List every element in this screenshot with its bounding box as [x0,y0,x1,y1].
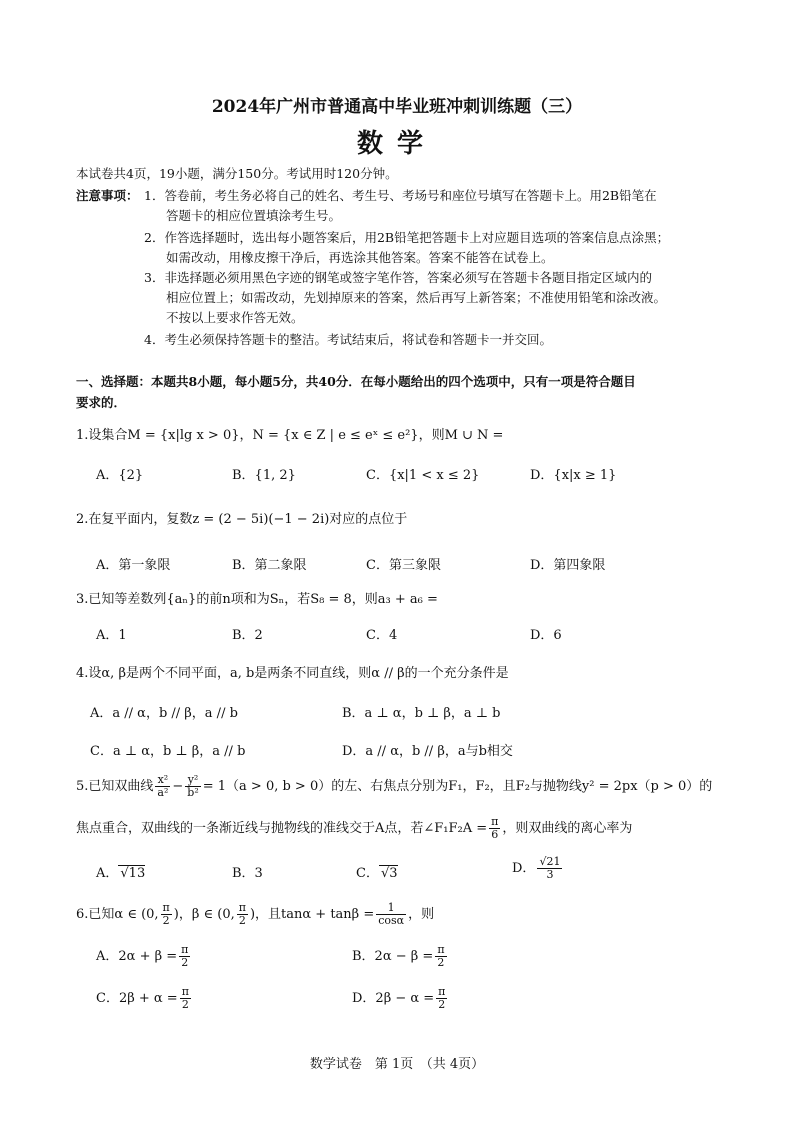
q6-rhs-fraction [376,902,406,927]
q5-frac-x-num: x² [155,774,170,787]
q2-option-a: A．第一象限 [96,558,171,573]
q6-option-b-num: π [437,943,445,956]
q6-alpha-range-fraction [161,902,172,927]
q6-option-a-fraction [179,944,190,969]
q5-angle-num: π [491,815,499,828]
q6-option-d-fraction [436,986,447,1011]
question-5-stem-line-1 [76,774,712,799]
q6-beta-num: π [238,901,246,914]
q5-stem-suffix: = 1（a > 0, b > 0）的左、右焦点分别为F₁，F₂，且F₂与抛物线y² = 2px（p > 0）的 [202,779,713,794]
exam-intro: 本试卷共4页，19小题，满分150分。考试用时120分钟。 [76,166,398,181]
q3-option-d: D．6 [530,628,562,643]
q5-frac-y-num: y² [185,774,200,787]
question-6-stem [76,902,434,927]
q6-stem-part-3: )，且tanα + tanβ = [249,907,375,922]
q5-stem2-prefix: 焦点重合，双曲线的一条渐近线与抛物线的准线交于A点，若∠F₁F₂A = [76,821,488,836]
question-2-stem: 2.在复平面内，复数z = (2 − 5i)(−1 − 2i)对应的点位于 [76,512,408,527]
q5-option-c-label: C． [356,866,379,881]
q6-option-d [352,986,449,1011]
q6-stem-part-4: ，则 [408,907,435,922]
note-2-line-1: 2．作答选择题时，选出每小题答案后，用2B铅笔把答题卡上对应题目选项的答案信息点涂黑； [144,230,670,245]
q6-option-c [96,986,193,1011]
note-1-line-2: 答题卡的相应位置填涂考生号。 [166,208,342,223]
question-3-stem: 3.已知等差数列{aₙ}的前n项和为Sₙ，若S₈ = 8，则a₃ + a₆ = [76,592,438,607]
note-3-line-1: 3．非选择题必须用黑色字迹的钢笔或签字笔作答，答案必须写在答题卡各题目指定区域内的 [144,270,652,285]
q2-option-b: B．第二象限 [232,558,307,573]
q5-stem2-suffix: ，则双曲线的离心率为 [502,821,633,836]
q6-option-b-den: 2 [437,956,445,969]
q5-option-a-label: A． [96,866,119,881]
notes-label: 注意事项： [76,188,139,203]
q6-rhs-num: 1 [376,902,406,915]
q6-rhs-den: cosα [378,914,405,927]
note-4-line-1: 4．考生必须保持答题卡的整洁。考试结束后，将试卷和答题卡一并交回。 [144,332,552,347]
q5-option-c [356,862,398,881]
q5-option-a-value: √13 [120,866,146,881]
q6-option-b [352,944,449,969]
q5-angle-den: 6 [491,828,499,841]
q6-option-a [96,944,192,969]
q6-option-d-label: D．2β − α = [352,991,435,1006]
note-1-line-1: 1．答卷前，考生务必将自己的姓名、考生号、考场号和座位号填写在答题卡上。用2B铅笔在 [144,188,657,203]
q4-option-a: A．a // α，b // β，a // b [90,706,238,721]
note-2-line-2: 如需改动，用橡皮擦干净后，再选涂其他答案。答案不能答在试卷上。 [166,250,554,265]
q3-option-b: B．2 [232,628,263,643]
q5-option-d-num: √21 [539,855,561,868]
q6-option-c-num: π [181,985,189,998]
q6-beta-range-fraction [237,902,248,927]
q4-option-b: B．a ⊥ α，b ⊥ β，a ⊥ b [342,706,501,721]
q5-option-d-den: 3 [546,868,554,881]
q5-option-d [512,856,564,881]
note-3-line-2: 相应位置上；如需改动，先划掉原来的答案，然后再写上新答案；不准使用铅笔和涂改液。 [166,290,667,305]
q5-frac-x-den: a² [157,786,169,799]
q5-fraction-x [155,774,170,799]
q6-option-a-den: 2 [181,956,189,969]
q6-stem-part-1: 6.已知α ∈ (0, [76,907,159,922]
q6-option-d-den: 2 [438,998,446,1011]
q6-stem-part-2: )，β ∈ (0, [173,907,235,922]
q2-option-d: D．第四象限 [530,558,606,573]
section-heading-line-2: 要求的． [76,395,127,410]
q5-option-a [96,862,145,881]
q5-option-c-value: √3 [380,866,398,881]
q6-alpha-num: π [162,901,170,914]
q5-angle-fraction [489,816,500,841]
q6-option-d-num: π [438,985,446,998]
q6-option-c-fraction [180,986,191,1011]
q5-option-b: B．3 [232,866,263,881]
q6-option-a-num: π [181,943,189,956]
q3-option-c: C．4 [366,628,398,643]
q5-fraction-y [185,774,200,799]
exam-title: 2024年广州市普通高中毕业班冲刺训练题（三） [211,97,583,117]
q5-option-d-fraction [537,856,562,881]
page-footer: 数学试卷 第 1页 （共 4页） [309,1057,485,1072]
q6-beta-den: 2 [238,914,246,927]
section-heading-line-1: 一、选择题：本题共8小题，每小题5分，共40分．在每小题给出的四个选项中，只有一项是符合题目 [76,374,636,389]
q6-option-c-label: C．2β + α = [96,991,178,1006]
q3-option-a: A．1 [96,628,127,643]
q5-minus: − [172,779,184,794]
note-3-line-3: 不按以上要求作答无效。 [166,310,304,325]
q4-option-d: D．a // α，b // β，a与b相交 [342,744,513,759]
q2-option-c: C．第三象限 [366,558,441,573]
exam-subject: 数学 [356,129,437,159]
question-1-stem: 1.设集合M = {x|lg x > 0}，N = {x ∈ Z | e ≤ eˣ ≤ e²}，则M ∪ N = [76,428,504,443]
q4-option-c: C．a ⊥ α，b ⊥ β，a // b [90,744,246,759]
q6-option-c-den: 2 [181,998,189,1011]
q5-frac-y-den: b² [187,786,199,799]
q5-option-d-label: D． [512,861,536,876]
q6-option-b-fraction [435,944,446,969]
question-4-stem: 4.设α, β是两个不同平面，a, b是两条不同直线，则α // β的一个充分条件是 [76,666,509,681]
q5-stem-prefix: 5.已知双曲线 [76,779,154,794]
q1-option-a: A．{2} [96,468,144,483]
q6-alpha-den: 2 [162,914,170,927]
q1-option-b: B．{1, 2} [232,468,296,483]
q6-option-b-label: B．2α − β = [352,949,434,964]
question-5-stem-line-2 [76,816,632,841]
q1-option-c: C．{x|1 < x ≤ 2} [366,468,480,483]
q6-option-a-label: A．2α + β = [96,949,178,964]
q1-option-d: D．{x|x ≥ 1} [530,468,617,483]
